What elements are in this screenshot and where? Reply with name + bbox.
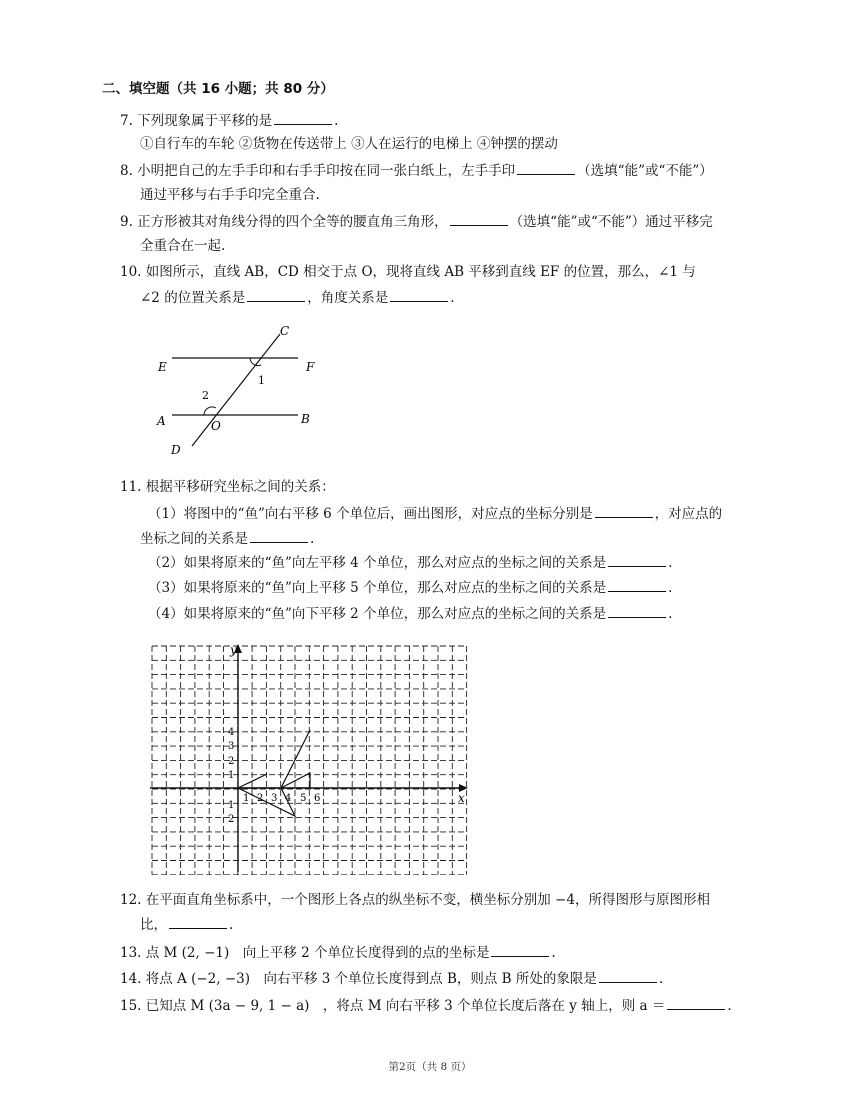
question-12: 12. 在平面直角坐标系中，一个图形上各点的纵坐标不变，横坐标分别加 −4，所得图形与原图形相 [120,892,710,908]
section-title: 二、填空题（共 16 小题；共 80 分） [102,81,334,97]
y-tick-labels [228,727,234,825]
x-tick-label: 3 [271,793,278,804]
answer-blank[interactable] [595,504,653,518]
y-tick-label: 3 [228,741,235,752]
page-footer: 第2页（共 8 页） [388,1061,472,1073]
label-f: F [306,360,315,374]
parallel-lines-figure [150,318,330,458]
grid-lines [152,646,467,875]
y-tick-label: 1 [228,770,235,781]
question-11: 11. 根据平移研究坐标之间的关系： [120,479,335,495]
question-14: 14. 将点 A (−2, −3) 向右平移 3 个单位长度得到点 B，则点 B 所处的象限是 . [120,971,664,987]
answer-blank[interactable] [247,288,305,302]
y-tick-label: 2 [228,814,235,825]
label-e: E [158,360,167,374]
x-tick-label: 5 [300,793,307,804]
label-c: C [280,324,290,338]
y-axis-label: y [230,643,237,657]
angle-2-arc [204,407,216,415]
answer-blank[interactable] [667,996,725,1010]
answer-blank[interactable] [517,161,575,175]
label-a: A [157,414,166,428]
coordinate-grid-figure [146,640,476,875]
label-angle-2: 2 [202,389,209,402]
label-b: B [301,412,310,426]
x-tick-label: 1 [243,793,250,804]
label-d: D [171,443,181,457]
y-tick-label: 1 [228,800,235,811]
answer-blank[interactable] [250,529,308,543]
x-tick-label: 4 [285,793,292,804]
question-10: 10. 如图所示，直线 AB，CD 相交于点 O，现将直线 AB 平移到直线 EF 的位置，那么，∠1 与 [120,264,696,280]
question-9-cont: 全重合在一起. [140,238,226,254]
question-8: 8. 小明把自己的左手手印和右手手印按在同一张白纸上，左手手印 （选填“能”或“不能”） [120,163,713,179]
question-11-part-4: （4）如果将原来的“鱼”向下平移 2 个单位，那么对应点的坐标之间的关系是 . [148,606,673,622]
x-tick-label: 2 [257,793,264,804]
answer-blank[interactable] [169,915,227,929]
label-angle-1: 1 [258,374,265,387]
answer-blank[interactable] [450,212,508,226]
question-8-cont: 通过平移与右手手印完全重合. [140,187,320,203]
answer-blank[interactable] [390,288,448,302]
question-11-part-1: （1）将图中的“鱼”向右平移 6 个单位后，画出图形，对应点的坐标分别是 ，对应点的 [148,506,723,522]
label-o: O [211,419,221,433]
question-10-cont: ∠2 的位置关系是 ，角度关系是 . [140,290,455,306]
question-11-part-1-cont: 坐标之间的关系是 . [140,531,315,547]
x-axis-label: x [458,791,465,805]
question-11-part-2: （2）如果将原来的“鱼”向左平移 4 个单位，那么对应点的坐标之间的关系是 . [148,555,673,571]
question-12-cont: 比， . [140,917,234,933]
y-tick-label: 2 [228,756,235,767]
question-9: 9. 正方形被其对角线分得的四个全等的腰直角三角形， （选填“能”或“不能”）通过平移完 [120,214,713,230]
answer-blank[interactable] [274,111,332,125]
question-7-options: ①自行车的车轮 ②货物在传送带上 ③人在运行的电梯上 ④钟摆的摆动 [140,136,558,152]
answer-blank[interactable] [491,943,549,957]
answer-blank[interactable] [608,578,666,592]
answer-blank[interactable] [599,969,657,983]
question-15: 15. 已知点 M (3a − 9, 1 − a) ，将点 M 向右平移 3 个单位长度后落在 y 轴上，则 a ＝ . [120,998,732,1014]
question-13: 13. 点 M (2, −1) 向上平移 2 个单位长度得到的点的坐标是 . [120,945,556,961]
x-tick-labels [243,793,320,804]
x-tick-label: 6 [314,793,321,804]
question-7: 7. 下列现象属于平移的是 . [120,113,339,129]
answer-blank[interactable] [608,604,666,618]
y-tick-label: 4 [228,727,235,738]
answer-blank[interactable] [608,553,666,567]
question-11-part-3: （3）如果将原来的“鱼”向上平移 5 个单位，那么对应点的坐标之间的关系是 . [148,580,673,596]
